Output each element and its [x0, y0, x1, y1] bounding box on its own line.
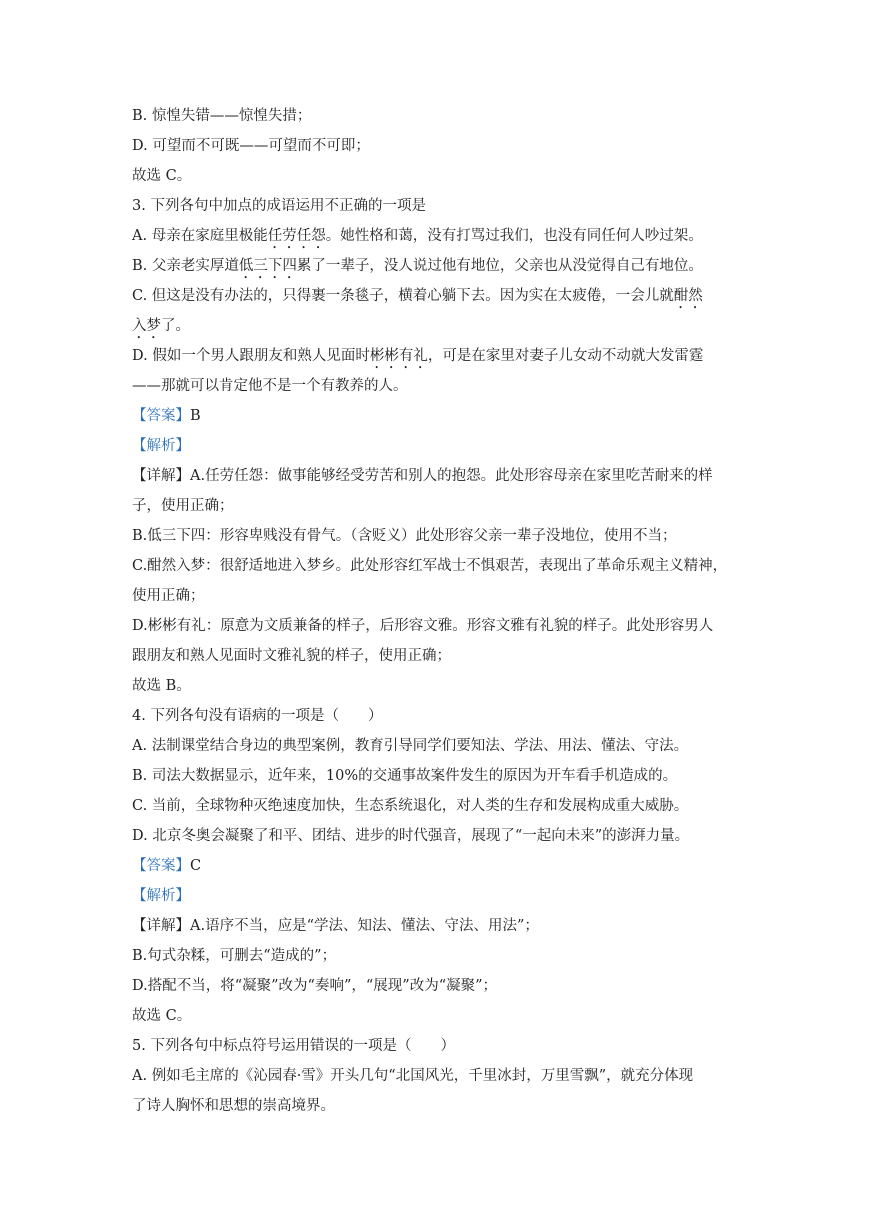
option-b: B. 父亲老实厚道低三下四累了一辈子，没人说过他有地位，父亲也从没觉得自己有地位。	[132, 258, 703, 274]
analysis-tag-line	[132, 886, 190, 906]
text-line: 跟朋友和熟人见面时文雅礼貌的样子，使用正确；	[132, 648, 451, 664]
text-line: D.搭配不当，将“凝聚”改为“奏响”，“展现”改为“凝聚”；	[132, 978, 498, 994]
option-a: A. 例如毛主席的《沁园春·雪》开头几句“北国风光，千里冰封，万里雪飘”，就充分体现	[132, 1068, 694, 1084]
question-5-stem: 5. 下列各句中标点符号运用错误的一项是（ ）	[132, 1038, 455, 1054]
text-line: 【详解】A.任劳任怨：做事能够经受劳苦和别人的抱怨。此处形容母亲在家里吃苦耐来的样	[132, 468, 713, 484]
answer-tag: 【答案】	[132, 408, 190, 424]
text-line: D. 可望而不可既——可望而不可即；	[132, 138, 370, 154]
option-a: A. 母亲在家庭里极能任劳任怨。她性格和蔼，没有打骂过我们，也没有同任何人吵过架。	[132, 228, 703, 244]
text-line: B.句式杂糅，可删去“造成的”；	[132, 948, 337, 964]
text-line: C.酣然入梦：很舒适地进入梦乡。此处形容红军战士不惧艰苦，表现出了革命乐观主义精神，	[132, 558, 728, 574]
option-c-cont: 入梦了。	[132, 318, 190, 334]
text-line: 故选 C。	[132, 1008, 192, 1024]
analysis-tag-line	[132, 436, 190, 456]
option-a: A. 法制课堂结合身边的典型案例，教育引导同学们要知法、学法、用法、懂法、守法。	[132, 738, 689, 754]
text-line: 故选 B。	[132, 678, 191, 694]
option-a-cont: 了诗人胸怀和思想的崇高境界。	[132, 1098, 335, 1114]
option-c: C. 当前，全球物种灭绝速度加快，生态系统退化，对人类的生存和发展构成重大威胁。	[132, 798, 689, 814]
question-3-stem: 3. 下列各句中加点的成语运用不正确的一项是	[132, 198, 426, 214]
answer-line: 【答案】B	[132, 408, 201, 424]
text-line: D.彬彬有礼：原意为文质兼备的样子，后形容文雅。形容文雅有礼貌的样子。此处形容男人	[132, 618, 714, 634]
text-line: 【详解】A.语序不当，应是“学法、知法、懂法、守法、用法”；	[132, 918, 539, 934]
option-d: D. 北京冬奥会凝聚了和平、团结、进步的时代强音，展现了“一起向未来”的澎湃力量。	[132, 828, 690, 844]
text-line: B. 惊惶失错——惊惶失措；	[132, 108, 312, 124]
text-line: B.低三下四：形容卑贱没有骨气。（含贬义）此处形容父亲一辈子没地位，使用不当；	[132, 528, 677, 544]
text-line: 故选 C。	[132, 168, 192, 184]
text-line: 子，使用正确；	[132, 498, 234, 514]
option-d-cont: ——那就可以肯定他不是一个有教养的人。	[132, 378, 408, 394]
analysis-tag: 【解析】	[132, 438, 190, 454]
question-4-stem: 4. 下列各句没有语病的一项是（ ）	[132, 708, 383, 724]
answer-line: 【答案】C	[132, 858, 202, 874]
analysis-tag: 【解析】	[132, 888, 190, 904]
answer-tag: 【答案】	[132, 858, 190, 874]
option-b: B. 司法大数据显示，近年来，10%的交通事故案件发生的原因为开车看手机造成的。	[132, 768, 678, 784]
text-line: 使用正确；	[132, 588, 205, 604]
option-c: C. 但这是没有办法的，只得裹一条毯子，横着心躺下去。因为实在太疲倦，一会儿就酣然	[132, 288, 703, 304]
option-d: D. 假如一个男人跟朋友和熟人见面时彬彬有礼，可是在家里对妻子儿女动不动就大发雷霆	[132, 348, 704, 364]
